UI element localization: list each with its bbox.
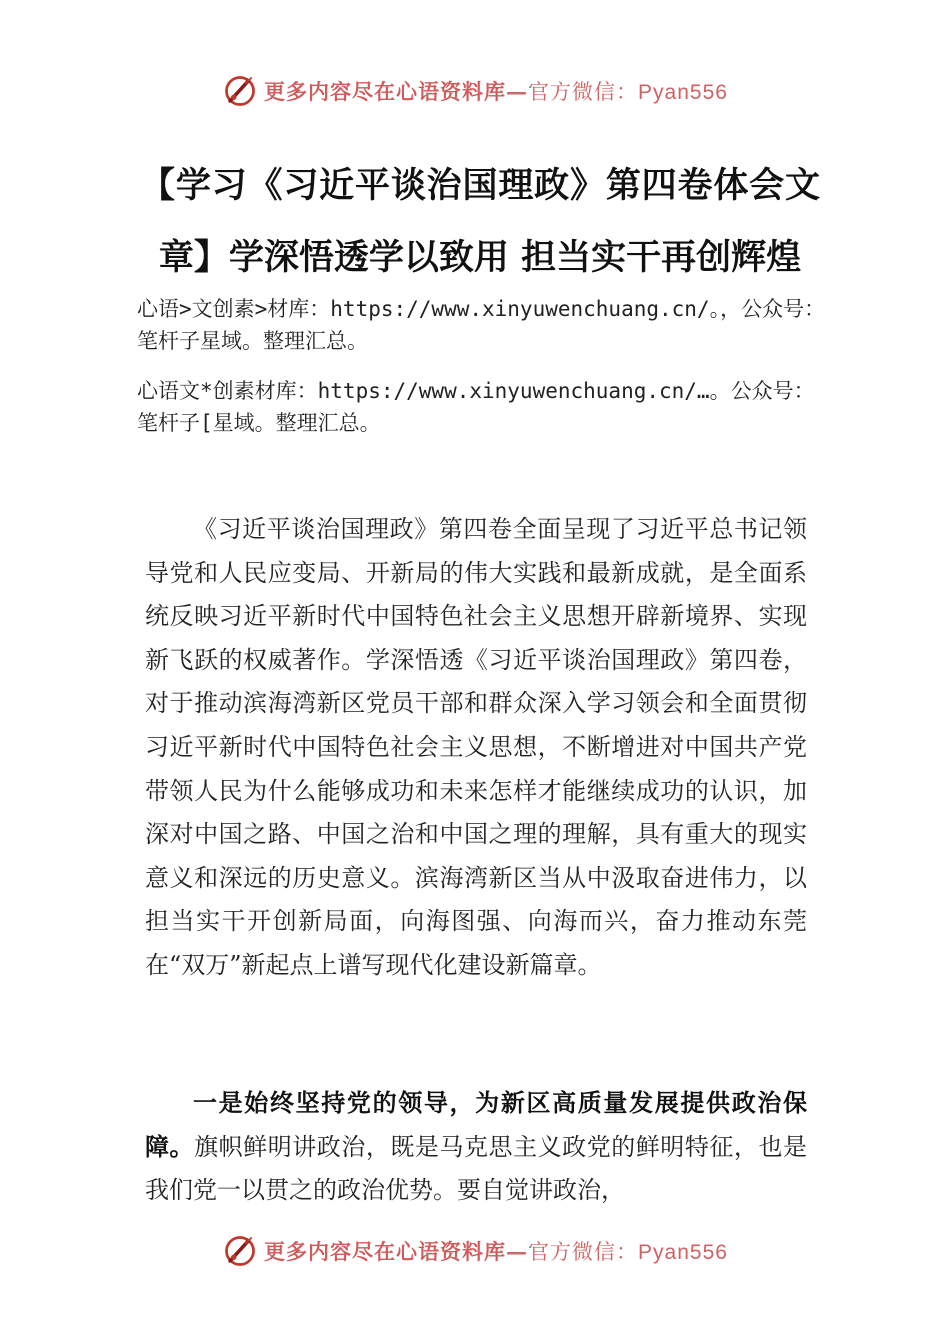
banner-main: 更多内容尽在心语资料库 (264, 1239, 507, 1264)
source-note-2: 心语文*创素材库：https://www.xinyuwenchuang.cn/…。公众号：笔杆子[星域。整理汇总。 (137, 379, 815, 435)
banner-text (264, 76, 728, 106)
document-title: 【学习《习近平谈治国理政》第四卷体会文章】学深悟透学以致用 担当实干再创辉煌 (140, 166, 820, 278)
pen-logo-icon (222, 73, 258, 109)
banner-wechat: 官方微信：Pyan556 (528, 1241, 728, 1264)
source-note-1: 心语>文创素>材库：https://www.xinyuwenchuang.cn/。，公众号：笔杆子星域。整理汇总。 (137, 297, 826, 353)
header-banner (0, 66, 950, 116)
point-one-text: 旗帜鲜明讲政治，既是马克思主义政党的鲜明特征，也是我们党一以贯之的政治优势。要自觉讲政治， (145, 1132, 807, 1205)
banner-separator: — (506, 79, 529, 104)
footer-banner (0, 1226, 950, 1276)
banner-wechat: 官方微信：Pyan556 (528, 81, 728, 104)
paragraph-intro: 《习近平谈治国理政》第四卷全面呈现了习近平总书记领导党和人民应变局、开新局的伟大实践和最新成就，是全面系统反映习近平新时代中国特色社会主义思想开辟新境界、实现新飞跃的权威著作。学深悟透《习近平谈治国理政》第四卷，对于推动滨海湾新区党员干部和群众深入学习领会和全面贯彻习近平新时代中国特色社会主义思想，不断增进对中国共产党带领人民为什么能够成功和未来怎样才能继续成功的认识，加深对中国之路、中国之治和中国之理的理解，具有重大的现实意义和深远的历史意义。滨海湾新区当从中汲取奋进伟力，以担当实干开创新局面，向海图强、向海而兴，奋力推动东莞在“双万”新起点上谱写现代化建设新篇章。 (145, 515, 807, 979)
pen-logo-icon (222, 1233, 258, 1269)
banner-main: 更多内容尽在心语资料库 (264, 79, 507, 104)
point-one-heading: 一是始终坚持党的领导，为新区高质量发展提供政治保障。 (145, 1089, 807, 1161)
banner-separator: — (506, 1239, 529, 1264)
banner-text (264, 1236, 728, 1266)
paragraph-point-one (145, 1082, 807, 1213)
